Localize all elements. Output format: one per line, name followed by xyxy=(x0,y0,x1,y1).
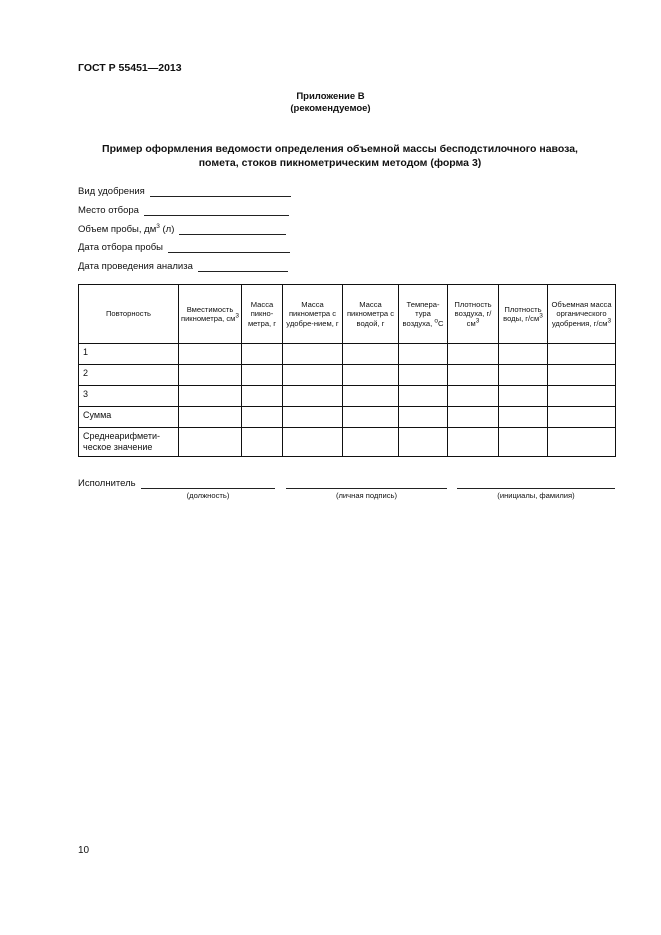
field-fertilizer-type xyxy=(78,184,291,197)
table-cell[interactable] xyxy=(448,407,499,428)
header-mass-with-fertilizer: Масса пикнометра с удобре-нием, г xyxy=(283,285,343,344)
table-cell[interactable] xyxy=(343,428,399,457)
table-cell[interactable] xyxy=(242,344,283,365)
table-cell[interactable] xyxy=(242,407,283,428)
appendix-heading xyxy=(0,91,661,115)
row-label: Среднеарифмети-ческое значение xyxy=(79,428,179,457)
table-cell[interactable] xyxy=(399,428,448,457)
table-cell[interactable] xyxy=(179,407,242,428)
row-label: Сумма xyxy=(79,407,179,428)
table-cell[interactable] xyxy=(283,386,343,407)
table-row xyxy=(79,428,616,457)
table-row xyxy=(79,344,616,365)
table-cell[interactable] xyxy=(499,365,548,386)
table-cell[interactable] xyxy=(242,386,283,407)
header-mass-with-water: Масса пикнометра с водой, г xyxy=(343,285,399,344)
signature-caption: (личная подпись) xyxy=(335,491,398,500)
table-cell[interactable] xyxy=(283,407,343,428)
sampling-date-input-line[interactable] xyxy=(168,241,290,253)
header-bulk-density: Объемная масса органического удобрения, $г/см^3$ xyxy=(548,285,616,344)
page-title xyxy=(60,142,620,170)
table-cell[interactable] xyxy=(179,386,242,407)
page-number: 10 xyxy=(78,845,90,856)
table-cell[interactable] xyxy=(399,386,448,407)
row-label: 3 xyxy=(79,386,179,407)
table-header-row xyxy=(79,285,616,344)
table-cell[interactable] xyxy=(343,386,399,407)
table-cell[interactable] xyxy=(343,407,399,428)
table-row xyxy=(79,407,616,428)
table-cell[interactable] xyxy=(179,344,242,365)
table-cell[interactable] xyxy=(179,428,242,457)
row-label: 2 xyxy=(79,365,179,386)
field-label: Вид удобрения xyxy=(78,186,145,197)
position-signature-line[interactable] xyxy=(141,488,275,489)
row-label: 1 xyxy=(79,344,179,365)
appendix-note: (рекомендуемое) xyxy=(290,103,371,114)
document-code: ГОСТ Р 55451—2013 xyxy=(78,62,182,74)
field-label: Объем пробы, $дм^3$ (л) xyxy=(78,222,175,235)
table-cell[interactable] xyxy=(548,386,616,407)
table-cell[interactable] xyxy=(242,365,283,386)
header-water-density: Плотность воды, $г/см^3$ xyxy=(499,285,548,344)
table-row xyxy=(79,386,616,407)
appendix-label: Приложение В xyxy=(296,91,365,102)
table-cell[interactable] xyxy=(242,428,283,457)
header-air-temperature: Темпера-тура воздуха, $^о$С xyxy=(399,285,448,344)
personal-signature-line[interactable] xyxy=(286,488,447,489)
measurement-table xyxy=(78,284,616,457)
table-cell[interactable] xyxy=(399,344,448,365)
header-repetition: Повторность xyxy=(79,285,179,344)
table-cell[interactable] xyxy=(283,344,343,365)
table-cell[interactable] xyxy=(499,344,548,365)
table-cell[interactable] xyxy=(499,386,548,407)
table-cell[interactable] xyxy=(448,428,499,457)
name-caption: (инициалы, фамилия) xyxy=(497,491,575,500)
name-signature-line[interactable] xyxy=(457,488,615,489)
table-row xyxy=(79,365,616,386)
table-cell[interactable] xyxy=(448,365,499,386)
table-cell[interactable] xyxy=(548,365,616,386)
field-sample-volume xyxy=(78,222,286,235)
table-cell[interactable] xyxy=(448,386,499,407)
title-line-2: помета, стоков пикнометрическим методом (форма 3) xyxy=(198,157,482,169)
field-label: Дата отбора пробы xyxy=(78,242,164,253)
field-analysis-date xyxy=(78,259,288,272)
field-label: Место отбора xyxy=(78,205,139,216)
analysis-date-input-line[interactable] xyxy=(198,260,288,272)
table-cell[interactable] xyxy=(343,344,399,365)
signature-label: Исполнитель xyxy=(78,478,136,489)
table-cell[interactable] xyxy=(448,344,499,365)
table-cell[interactable] xyxy=(399,365,448,386)
table-cell[interactable] xyxy=(283,365,343,386)
table-cell[interactable] xyxy=(548,344,616,365)
fertilizer-type-input-line[interactable] xyxy=(150,185,291,197)
table-cell[interactable] xyxy=(548,407,616,428)
position-caption: (должность) xyxy=(186,491,230,500)
field-label: Дата проведения анализа xyxy=(78,261,193,272)
table-cell[interactable] xyxy=(499,407,548,428)
title-line-1: Пример оформления ведомости определения объемной массы бесподстилочного навоза, xyxy=(102,143,578,155)
table-cell[interactable] xyxy=(548,428,616,457)
table-cell[interactable] xyxy=(399,407,448,428)
table-cell[interactable] xyxy=(179,365,242,386)
header-air-density: Плотность воздуха, $г/см^3$ xyxy=(448,285,499,344)
header-pycnometer-capacity: Вместимость пикнометра, $см^3$ xyxy=(179,285,242,344)
sample-volume-input-line[interactable] xyxy=(179,223,286,235)
header-pycnometer-mass: Масса пикно-метра, г xyxy=(242,285,283,344)
table-cell[interactable] xyxy=(283,428,343,457)
table-cell[interactable] xyxy=(499,428,548,457)
sampling-place-input-line[interactable] xyxy=(144,204,289,216)
field-sampling-date xyxy=(78,240,290,253)
table-cell[interactable] xyxy=(343,365,399,386)
field-sampling-place xyxy=(78,203,289,216)
